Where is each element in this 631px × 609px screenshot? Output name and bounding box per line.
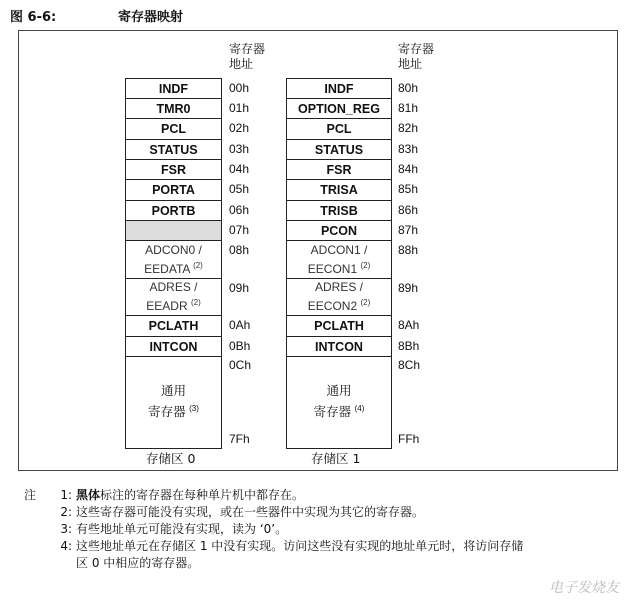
note-bold-text: 黑体 [76,488,101,502]
register-address: 8Bh [398,339,420,353]
register-address: 04h [229,162,250,176]
footnote-ref: (2) [360,298,371,307]
note-4-cont [24,555,614,572]
register-cell: INDF [126,79,221,99]
note-number: 2: [60,505,72,519]
note-text: 这些寄存器可能没有实现，或在一些器件中实现为其它的寄存器。 [76,505,425,519]
register-name-line1: ADCON0 / [145,242,202,257]
register-cell: PCL [287,119,391,140]
register-name-line2: 寄存器 $^{(4)}$ [313,404,365,420]
bank1-label: 存储区 1 [311,451,361,466]
register-cell: FSR [126,160,221,180]
footnote-ref: (3) [189,404,199,414]
unimplemented-register-cell [126,221,221,241]
register-address-end: FFh [398,432,420,446]
bank0-address-header [229,42,265,72]
register-name-line2: EEADR $^{(2)}$ [146,298,201,313]
figure-label: 图 6-6: [10,10,57,25]
register-address: 87h [398,223,419,237]
watermark: 电子发烧友 [549,580,619,596]
register-cell: STATUS [287,140,391,160]
register-name-line1: 通用 [160,384,186,399]
register-name-line2: 寄存器 $^{(3)}$ [148,404,199,420]
register-address: 83h [398,142,419,156]
register-cell [287,279,391,316]
note-text: 有些地址单元可能没有实现，读为 ‘0’。 [76,522,288,536]
register-cell: TMR0 [126,99,221,119]
note-text: 标注的寄存器在每种单片机中都存在。 [100,488,305,502]
footnote-ref: (4) [354,404,365,414]
notes [24,487,614,572]
note-number: 4: [60,539,72,553]
register-cell: PCLATH [126,316,221,337]
register-address: 03h [229,142,250,156]
bank0-register-table [125,78,222,449]
footnote-ref: (2) [193,260,203,270]
register-address: 80h [398,81,419,95]
register-cell: INTCON [126,337,221,357]
register-address: 82h [398,121,419,135]
header-line2: 地址 [229,57,254,71]
header-line1: 寄存器 [229,42,266,56]
register-cell [126,241,221,279]
note-1 [24,487,614,504]
register-address: 84h [398,162,419,176]
register-cell [287,241,391,279]
bank1-register-table [286,78,392,449]
register-name-line1: 通用 [326,384,352,399]
general-purpose-registers [126,357,221,449]
footnote-ref: (2) [360,260,371,270]
note-text: 这些地址单元在存储区 1 中没有实现。访问这些没有实现的地址单元时，将访问存储 [76,539,524,553]
register-name-line1: ADCON1 / [310,242,368,257]
register-address: 02h [229,121,250,135]
header-line1: 寄存器 [398,42,435,56]
register-address: 06h [229,203,250,217]
note-text: 区 0 中相应的寄存器。 [76,556,200,570]
register-address: 08h [229,243,250,257]
register-cell: INDF [287,79,391,99]
register-address: 89h [398,281,419,295]
register-cell: PORTA [126,180,221,201]
register-address: 86h [398,203,419,217]
bank0-label: 存储区 0 [146,451,196,466]
register-cell: PCLATH [287,316,391,337]
header-line2: 地址 [398,57,423,71]
figure-title: 寄存器映射 [118,10,184,25]
register-address: 09h [229,281,250,295]
register-name-line1: ADRES / [149,280,198,294]
notes-prefix: 注 [24,488,37,502]
register-name-line2: EECON1 $^{(2)}$ [307,260,371,276]
register-address: 8Ah [398,318,420,332]
register-address: 00h [229,81,250,95]
note-3 [24,521,614,538]
register-address: 0Bh [229,339,251,353]
note-4 [24,538,614,555]
footnote-ref: (2) [190,298,201,307]
register-cell [126,279,221,316]
bank1-address-header [398,42,434,72]
general-purpose-registers [287,357,391,449]
register-address-start: 8Ch [398,358,421,372]
register-address: 0Ah [229,318,251,332]
register-address: 01h [229,101,250,115]
register-name-line1: ADRES / [314,280,363,294]
register-address: 05h [229,182,250,196]
register-cell: INTCON [287,337,391,357]
register-address: 81h [398,101,419,115]
register-address: 88h [398,243,419,257]
note-number: 3: [60,522,72,536]
register-cell: FSR [287,160,391,180]
register-cell: TRISA [287,180,391,201]
register-address: 85h [398,182,419,196]
register-address: 07h [229,223,250,237]
register-name-line2: EEDATA $^{(2)}$ [144,260,203,276]
register-cell: OPTION_REG [287,99,391,119]
register-cell: PCL [126,119,221,140]
register-cell: PORTB [126,201,221,221]
register-address-start: 0Ch [229,358,252,372]
note-number: 1: [60,488,72,502]
register-cell: TRISB [287,201,391,221]
register-address-end: 7Fh [229,432,250,446]
register-cell: PCON [287,221,391,241]
register-cell: STATUS [126,140,221,160]
register-name-line2: EECON2 $^{(2)}$ [307,298,371,313]
note-2 [24,504,614,521]
